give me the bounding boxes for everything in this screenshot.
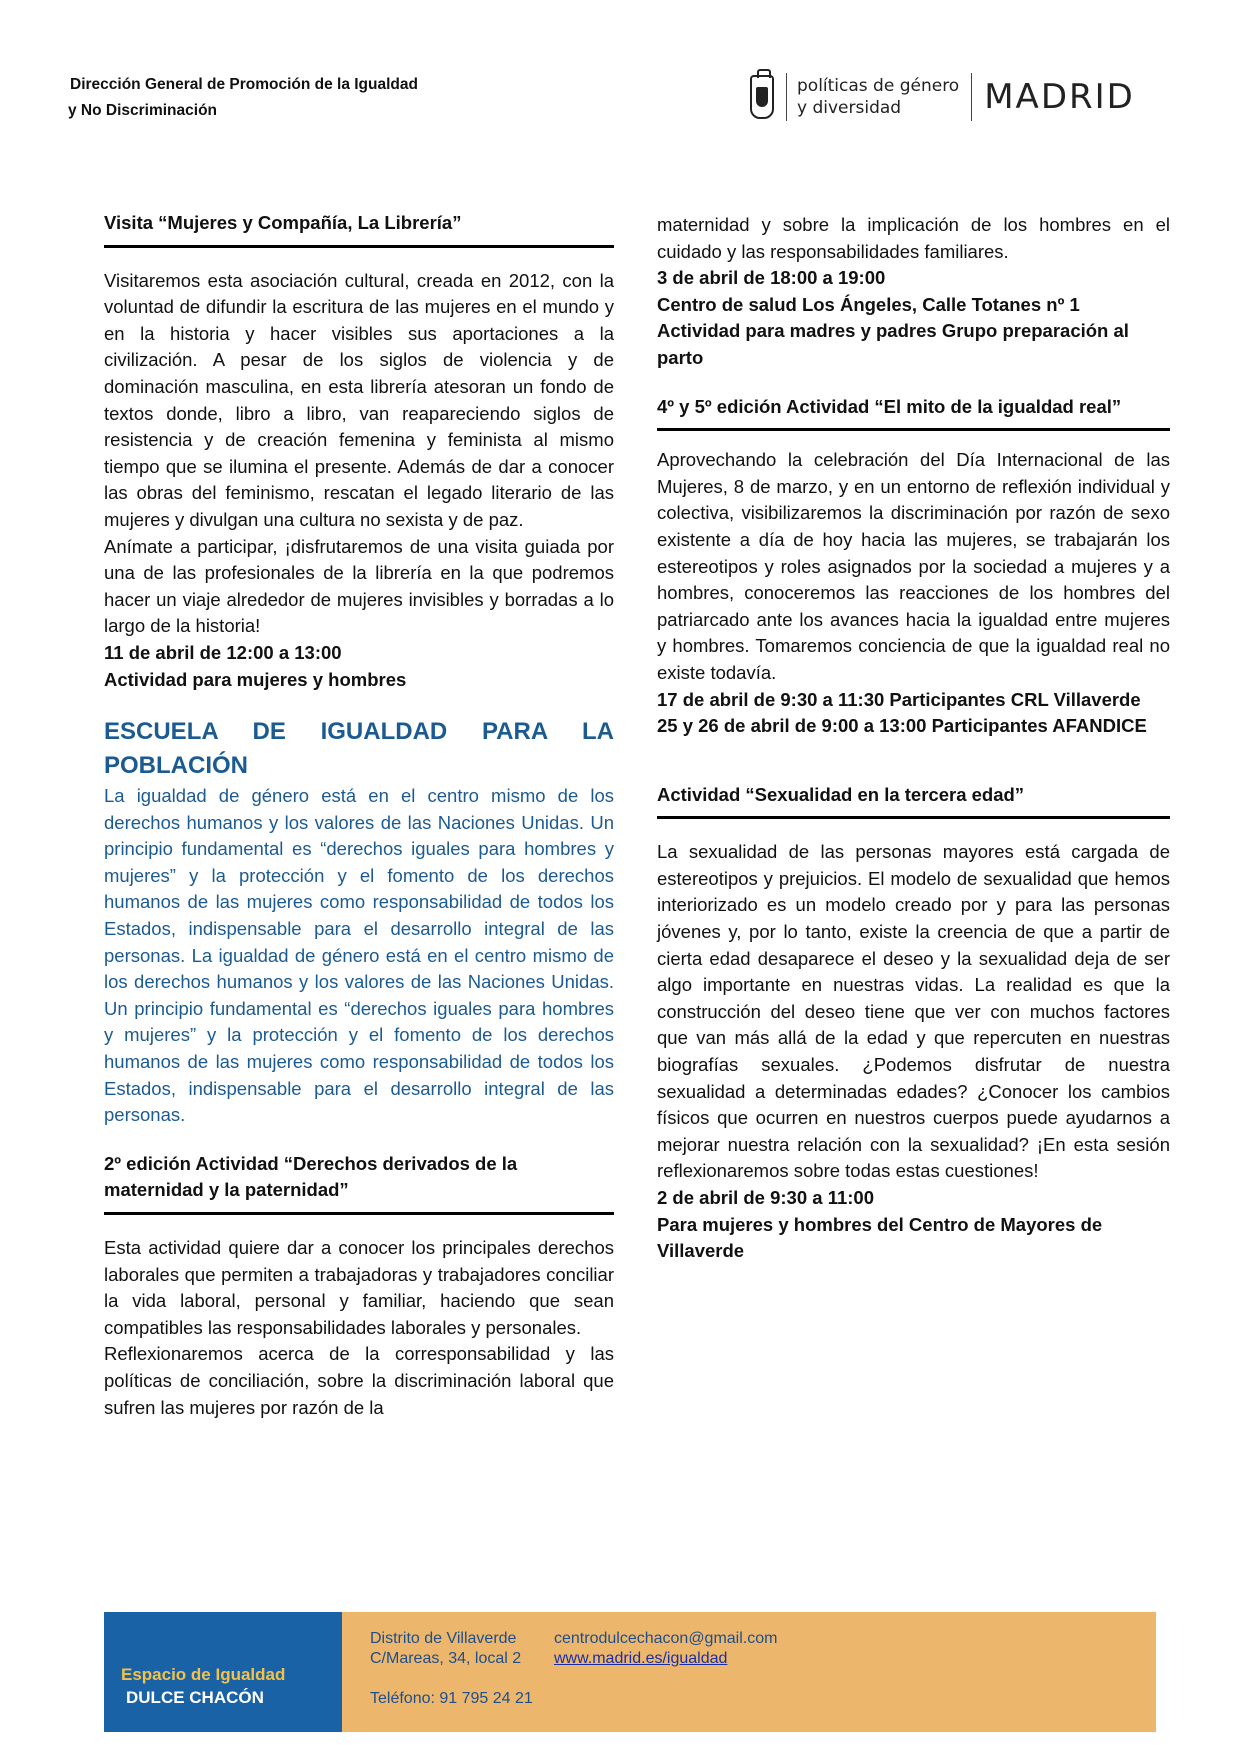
footer-space-title: DULCE CHACÓN (126, 1688, 264, 1707)
logo-department (797, 75, 959, 119)
paragraph: Esta actividad quiere dar a conocer los principales derechos laborales que permiten a trabajadoras y trabajadores conciliar la vida laboral, personal y familiar, haciendo que sean compatibles las responsabilidades laborales y personales. (104, 1237, 614, 1338)
paragraph: Anímate a participar, ¡disfrutaremos de una visita guiada por una de las profesionales de la librería en la que podremos hacer un viaje alrededor de mujeres invisibles y borradas a lo largo de la historia! (104, 535, 614, 637)
event-date: 2 de abril de 9:30 a 11:00 (657, 1187, 874, 1208)
section-title: 2º edición Actividad “Derechos derivados de la maternidad y la paternidad” (104, 1152, 518, 1201)
event-audience: Para mujeres y hombres del Centro de Mayores de Villaverde (657, 1213, 1103, 1262)
school-heading-cont: POBLACIÓN (104, 752, 248, 780)
footer-contact (342, 1612, 1156, 1732)
paragraph: Aprovechando la celebración del Día Internacional de las Mujeres, 8 de marzo, y en un entorno de reflexión individual y colectiva, visibilizaremos la discriminación por razón de sexo existente a día de hoy hacia las mujeres, se trabajarán los estereotipos y roles asignados por la sociedad a mujeres y a hombres, conoceremos las reacciones de los hombres del patriarcado ante los avances hacia la igualdad entre mujeres y hombres. Tomaremos conciencia de que la igualdad real no existe todavía. (657, 449, 1170, 683)
logo-divider (786, 73, 787, 121)
event-audience: Actividad para mujeres y hombres (104, 668, 407, 690)
logo-city: MADRID (984, 77, 1135, 117)
left-column (104, 210, 614, 1421)
org-line-2: y No Discriminación (68, 102, 218, 119)
section-title: Actividad “Sexualidad en la tercera edad” (657, 783, 1025, 805)
paragraph: La sexualidad de las personas mayores está cargada de estereotipos y prejuicios. El modelo de sexualidad que hemos interiorizado es un modelo creado por y para las personas jóvenes y, por lo tanto, existe la creencia de que a partir de cierta edad desaparece el deseo y la sexualidad deja de ser algo importante en nuestras vidas. La realidad es que la construcción del deseo tiene que ver con muchos factores que van más allá de la edad y que repercuten en nuestras biografías sexuales. ¿Podemos disfrutar de nuestra sexualidad a determinadas edades? ¿Conocer los cambios físicos que ocurren en nuestros cuerpos puede ayudarnos a mejorar nuestra relación con la sexualidad? ¡En esta sesión reflexionaremos sobre todas estas cuestiones! (657, 841, 1170, 1182)
footer-website-link[interactable]: www.madrid.es/igualdad (554, 1650, 728, 1667)
logo-line-2: y diversidad (797, 98, 902, 118)
footer-district: Distrito de Villaverde (370, 1630, 517, 1647)
madrid-logo (750, 72, 1135, 122)
paragraph: Visitaremos esta asociación cultural, creada en 2012, con la voluntad de difundir la escritura de las mujeres en el mundo y en la historia y hacer visibles sus aportaciones a la civilización. A pesar de los siglos de violencia y de dominación masculina, en esta librería atesoran un fondo de textos donde, libro a libro, van reapareciendo siglos de resistencia y de creación femenina y feminista al mismo tiempo que se ilumina el presente. Además de dar a conocer las obras del feminismo, rescatan el legado literario de las mujeres y divulgan una cultura no sexista y de paz. (104, 269, 614, 530)
event-date: 17 de abril de 9:30 a 11:30 Participantes CRL Villaverde (657, 688, 1141, 710)
footer-brand (104, 1612, 342, 1732)
footer-email[interactable]: centrodulcechacon@gmail.com (554, 1630, 778, 1647)
footer-address: C/Mareas, 34, local 2 (370, 1650, 522, 1667)
section-title: Visita “Mujeres y Compañía, La Librería” (104, 212, 462, 233)
section-rule (657, 816, 1170, 819)
logo-line-1: políticas de género (797, 76, 960, 96)
school-heading: ESCUELA DE IGUALDAD PARA LA (104, 718, 614, 746)
section-rule (657, 428, 1170, 431)
footer-space-name: Espacio de Igualdad (121, 1665, 286, 1684)
event-audience: Actividad para madres y padres Grupo preparación al parto (657, 320, 1129, 368)
paragraph: Reflexionaremos acerca de la corresponsabilidad y las políticas de conciliación, sobre la discriminación laboral que sufren las mujeres por razón de la (104, 1343, 614, 1418)
madrid-crest-icon (750, 75, 774, 119)
school-paragraph: La igualdad de género está en el centro mismo de los derechos humanos y los valores de las Naciones Unidas. Un principio fundamental es “derechos iguales para hombres y mujeres” y la protección y el fomento de los derechos humanos de las mujeres como responsabilidad de todos los Estados, indispensable para el desarrollo integral de las personas. La igualdad de género está en el centro mismo de los derechos humanos y los valores de las Naciones Unidas. Un principio fundamental es “derechos iguales para hombres y mujeres” y la protección y el fomento de los derechos humanos de las mujeres como responsabilidad de todos los Estados, indispensable para el desarrollo integral de las personas. (104, 785, 614, 1126)
section-title: 4º y 5º edición Actividad “El mito de la igualdad real” (657, 395, 1122, 417)
header-organization (70, 72, 418, 124)
logo-divider (971, 73, 972, 121)
section-rule (104, 1212, 614, 1215)
paragraph: maternidad y sobre la implicación de los hombres en el cuidado y las responsabilidades familiares. (657, 214, 1170, 262)
event-date: 3 de abril de 18:00 a 19:00 (657, 267, 886, 289)
event-place: Centro de salud Los Ángeles, Calle Totanes nº 1 (657, 293, 1080, 315)
event-date: 25 y 26 de abril de 9:00 a 13:00 Participantes AFANDICE (657, 715, 1147, 737)
event-date: 11 de abril de 12:00 a 13:00 (104, 641, 342, 663)
org-line-1: Dirección General de Promoción de la Igualdad (70, 76, 418, 93)
right-column (657, 212, 1170, 1265)
footer-phone: Teléfono: 91 795 24 21 (370, 1690, 533, 1707)
section-rule (104, 245, 614, 248)
footer (104, 1612, 1156, 1732)
